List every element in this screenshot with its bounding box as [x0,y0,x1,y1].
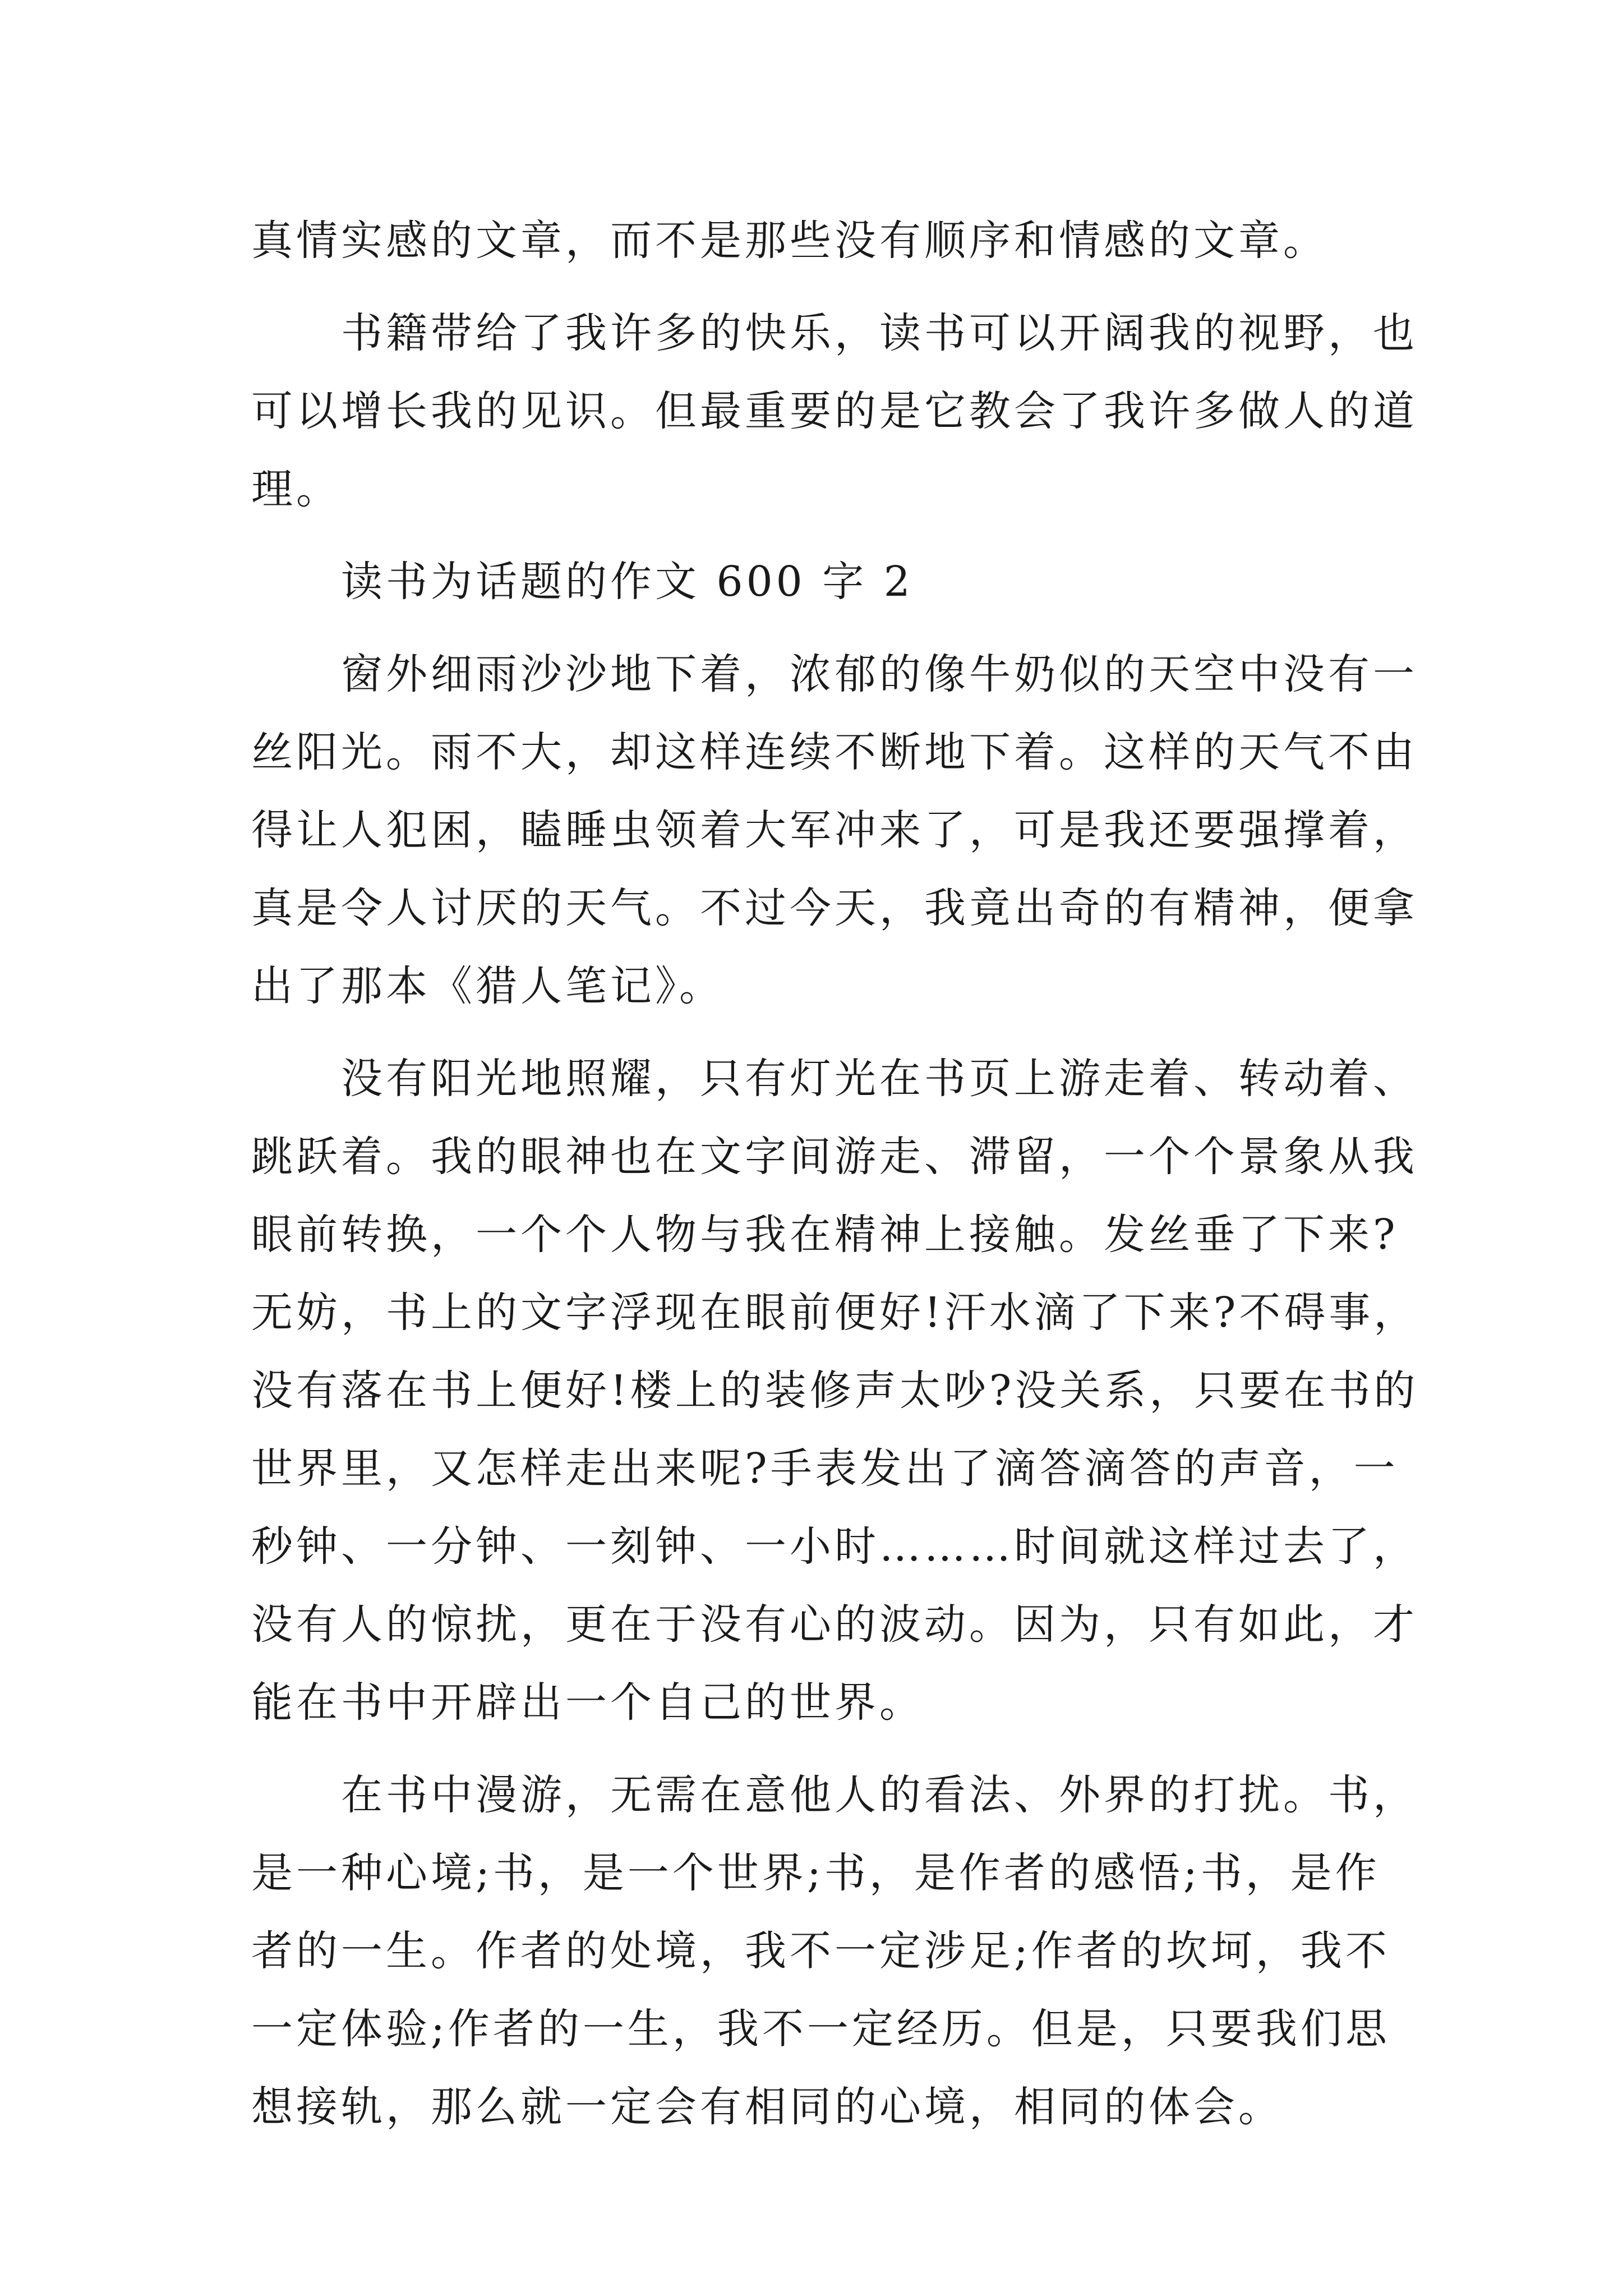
text-line: 者的一生。作者的处境，我不一定涉足;作者的坎坷，我不 [251,1927,1390,1975]
section-heading: 读书为话题的作文 600 字 2 [341,558,914,606]
text-line: 眼前转换，一个个人物与我在精神上接触。发丝垂了下来? [251,1211,1399,1259]
text-line: 跳跃着。我的眼神也在文字间游走、滞留，一个个景象从我 [251,1133,1418,1181]
text-line: 想接轨，那么就一定会有相同的心境，相同的体会。 [251,2083,1283,2131]
text-line: 出了那本《猎人笔记》。 [251,962,724,1010]
text-line: 可以增长我的见识。但最重要的是它教会了我许多做人的道 [251,387,1418,435]
text-line: 无妨，书上的文字浮现在眼前便好!汗水滴了下来?不碍事， [251,1289,1419,1337]
paragraph-first-line: 在书中漫游，无需在意他人的看法、外界的打扰。书， [341,1771,1418,1819]
paragraph-first-line: 书籍带给了我许多的快乐，读书可以开阔我的视野，也 [341,309,1418,357]
text-line: 能在书中开辟出一个自己的世界。 [251,1678,924,1727]
text-line: 得让人犯困，瞌睡虫领着大军冲来了，可是我还要强撑着， [251,806,1418,854]
text-line: 没有人的惊扰，更在于没有心的波动。因为，只有如此，才 [251,1600,1418,1649]
text-line: 秒钟、一分钟、一刻钟、一小时………时间就这样过去了， [251,1522,1418,1571]
paragraph-first-line: 窗外细雨沙沙地下着，浓郁的像牛奶似的天空中没有一 [341,650,1418,698]
text-line: 丝阳光。雨不大，却这样连续不断地下着。这样的天气不由 [251,728,1418,776]
text-line: 真情实感的文章，而不是那些没有顺序和情感的文章。 [251,217,1328,265]
text-line: 一定体验;作者的一生，我不一定经历。但是，只要我们思 [251,2005,1390,2053]
text-line: 没有落在书上便好!楼上的装修声太吵?没关系，只要在书的 [251,1366,1419,1415]
document-body [251,202,1419,2146]
text-line: 真是令人讨厌的天气。不过今天，我竟出奇的有精神，便拿 [251,884,1418,932]
text-line: 理。 [251,465,341,513]
text-line: 世界里，又怎样走出来呢?手表发出了滴答滴答的声音，一 [251,1444,1399,1493]
text-line: 是一种心境;书，是一个世界;书，是作者的感悟;书，是作 [251,1849,1380,1897]
paragraph-first-line: 没有阳光地照耀，只有灯光在书页上游走着、转动着、 [341,1055,1418,1103]
